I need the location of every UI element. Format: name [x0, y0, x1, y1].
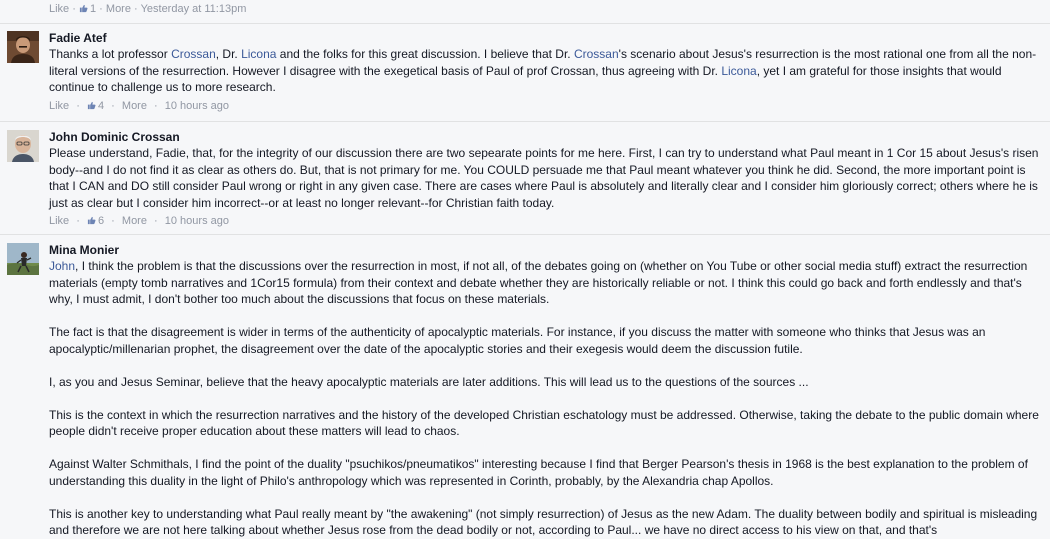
comment-text-run: The fact is that the disagreement is wider in terms of the authenticity of apocalyptic materials. For instance, if you discuss the matter with someone who thinks that Jesus was an apocalyptic/millenarian prophet, the disagreement over the date of the apocalyptic stories and their exegesis would deem the discussion futile. [49, 325, 986, 356]
comment-actions [49, 214, 1045, 228]
comment-text-run: This is the context in which the resurrection narratives and the history of the developed Christian eschatology must be addressed. Otherwise, taking the debate to the public domain where people didn't receive proper education about these matters will lead to chaos. [49, 407, 1039, 438]
like-count[interactable]: 6 [97, 215, 105, 227]
separator: · [72, 3, 76, 15]
comment-text-run: , yet I am grateful for those insights that would continue to challenge us to more research. [49, 63, 1002, 94]
comment-timestamp[interactable]: 10 hours ago [164, 99, 229, 112]
like-link[interactable]: Like [49, 99, 70, 112]
comment-text-run: and the folks for this great discussion. I believe that Dr. [276, 47, 574, 61]
comment-text-run: Thanks a lot professor [49, 47, 172, 61]
comment-body [49, 242, 1045, 539]
comment-paragraph [49, 324, 1045, 357]
comment-body [49, 30, 1045, 113]
comment-text-run: I, as you and Jesus Seminar, believe that the heavy apocalyptic materials are later additions. This will lead us to the questions of the sources ... [49, 374, 809, 389]
comment-timestamp[interactable]: 10 hours ago [164, 215, 229, 227]
avatar[interactable] [7, 130, 39, 162]
mention-link[interactable]: Licona [241, 47, 277, 61]
comment-paragraph [49, 145, 1045, 211]
comment-divider [0, 121, 1050, 122]
comment-text-run: , Dr. [215, 47, 242, 61]
comment-paragraph [49, 374, 1045, 391]
separator: · [111, 99, 115, 112]
comment-text-run: This is another key to understanding what Paul really meant by "the awakening" (not simply resurrection) of Jesus as the new Adam. The duality between bodily and spiritual is misleading and therefore we are not here talking about whether Jesus rose from the dead bodily or not, according to Paul... we have no direct access to his view on that, and that's [49, 506, 1038, 537]
comment-text [49, 145, 1045, 211]
comment-divider [0, 23, 1050, 24]
comment-author[interactable]: John Dominic Crossan [49, 130, 180, 144]
profile-photo [7, 130, 39, 162]
thumbs-up-icon [87, 101, 96, 110]
previous-comment-actions [49, 3, 246, 15]
comment-paragraph [49, 258, 1045, 308]
comment-actions [49, 99, 1045, 113]
more-link[interactable]: More [121, 99, 147, 112]
comment-text-run: 's scenario about Jesus's resurrection is the most rational one from all the non-literal versions of the resurrection. However I disagree with the exegetical basis of Paul of prof Crossan, thus agreeing with Dr. [49, 47, 1037, 78]
comment-text [49, 258, 1045, 539]
like-count[interactable]: 1 [89, 3, 97, 15]
like-link[interactable]: Like [49, 215, 70, 227]
comment-text [49, 46, 1045, 96]
comment-text-run: , I think the problem is that the discussions over the resurrection in most, if not all, of the debates going on (whether on You Tube or other social media stuff) extract the resurrection materials (empty tomb narratives and 1Cor15 formula) from their context and debate whether they are historically reliable or not. I think this could go back and forth endlessly and that's why, I must admit, I don't bother too much about the discussions that focus on these materials. [49, 259, 1028, 306]
comment-paragraph [49, 456, 1045, 489]
thumbs-up-icon [79, 4, 88, 13]
mention-link[interactable]: Licona [721, 63, 757, 78]
profile-photo [7, 243, 39, 275]
mention-link[interactable]: Crossan [573, 47, 619, 61]
more-link[interactable]: More [121, 215, 147, 227]
separator: · [154, 99, 158, 112]
comment-text-run: Against Walter Schmithals, I find the point of the duality "psuchikos/pneumatikos" interesting because I find that Berger Pearson's thesis in 1968 is the best explanation to the problem of understanding this duality in the light of Philo's anthropology which was represented in Corinth, probably, by the Alexandria chap Apollos. [49, 457, 1028, 488]
comment-paragraph [49, 46, 1045, 96]
separator: · [154, 215, 158, 227]
comment-author[interactable]: Mina Monier [49, 243, 120, 257]
comment-text-run: Please understand, Fadie, that, for the integrity of our discussion there are two sepearate points for me here. First, I can try to understand what Paul meant in 1 Cor 15 about Jesus's risen body--and I do not find it as clear as others do. But, that is not primary for me. You COULD persuade me that Paul meant whatever you think he did. Second, the more important point is that I CAN and DO still consider Paul wrong or right in any given case. There are cases where Paul is absolutely and literally clear and I consider him gloriously correct; others where he is just as clear but I consider him incorrect--or at least no longer relevant--for Christian faith today. [49, 146, 1039, 210]
avatar[interactable] [7, 31, 39, 63]
like-link[interactable]: Like [49, 3, 70, 15]
comment-paragraph [49, 506, 1045, 539]
separator: · [134, 3, 138, 15]
separator: · [76, 215, 80, 227]
comment-author[interactable]: Fadie Atef [49, 31, 107, 45]
separator: · [111, 215, 115, 227]
comment-divider [0, 234, 1050, 235]
mention-link[interactable]: Crossan [171, 47, 216, 61]
profile-photo [7, 31, 39, 63]
avatar[interactable] [7, 243, 39, 275]
separator: · [76, 99, 80, 112]
comment-timestamp[interactable]: Yesterday at 11:13pm [140, 3, 247, 15]
like-count[interactable]: 4 [97, 99, 105, 112]
separator: · [99, 3, 103, 15]
mention-link[interactable]: John [49, 259, 76, 273]
thumbs-up-icon [87, 216, 96, 225]
more-link[interactable]: More [105, 3, 131, 15]
comment-body [49, 129, 1045, 228]
comment-paragraph [49, 407, 1045, 440]
